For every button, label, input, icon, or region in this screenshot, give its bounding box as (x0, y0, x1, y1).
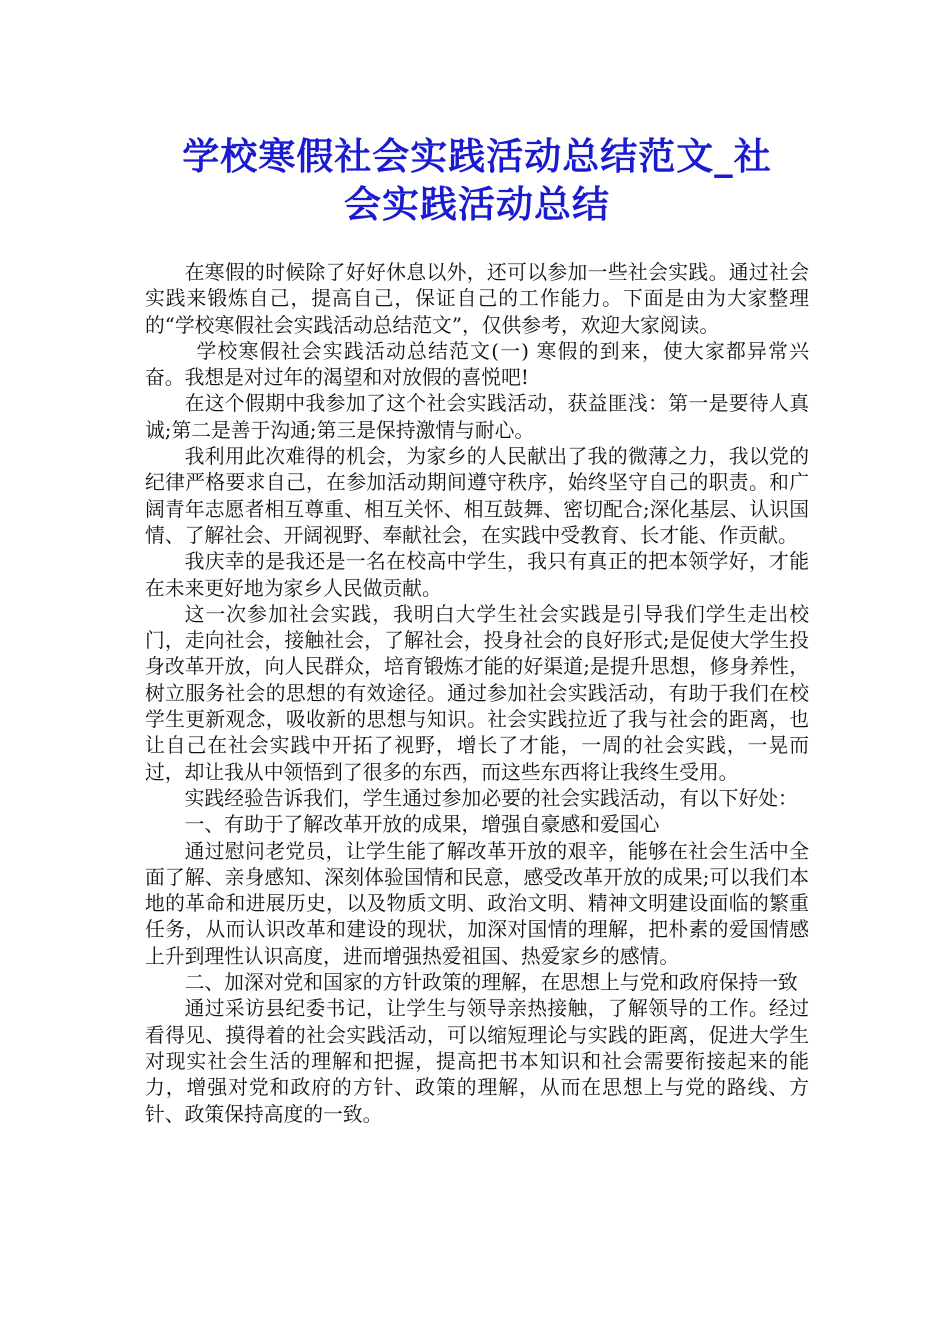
title-line-1: 学校寒假社会实践活动总结范文_社 (182, 134, 772, 178)
paragraph-understanding: 这一次参加社会实践，我明白大学生社会实践是引导我们学生走出校门，走向社会，接触社会，了解社会，投身社会的良好形式;是促使大学生投身改革开放，向人民群众，培育锻炼才能的好渠道;是提升思想，修身养性，树立服务社会的思想的有效途径。通过参加社会实践活动，有助于我们在校学生更新观念，吸收新的思想与知识。社会实践拉近了我与社会的距离，也让自己在社会实践中开拓了视野，增长了才能，一周的社会实践，一晃而过，却让我从中领悟到了很多的东西，而这些东西将让我终生受用。 (145, 602, 809, 784)
paragraph-student: 我庆幸的是我还是一名在校高中学生，我只有真正的把本领学好，才能在未来更好地为家乡人民做贡献。 (145, 550, 809, 600)
section-heading-two: 二、加深对党和国家的方针政策的理解，在思想上与党和政府保持一致 (184, 971, 798, 995)
title-line-2: 会实践活动总结 (344, 182, 610, 226)
document-body (145, 260, 809, 1128)
paragraph-section-one: 通过慰问老党员，让学生能了解改革开放的艰辛，能够在社会生活中全面了解、亲身感知、深刻体验国情和民意，感受改革开放的成果;可以我们本地的革命和进展历史，以及物质文明、政治文明、精神文明建设面临的繁重任务，从而认识改革和建设的现状，加深对国情的理解，把朴素的爱国情感上升到理性认识高度，进而增强热爱祖国、热爱家乡的感情。 (145, 839, 809, 968)
document-page (145, 0, 809, 1128)
paragraph-section-two: 通过采访县纪委书记，让学生与领导亲热接触，了解领导的工作。经过看得见、摸得着的社会实践活动，可以缩短理论与实践的距离，促进大学生对现实社会生活的理解和把握，提高把书本知识和社会需要衔接起来的能力，增强对党和政府的方针、政策的理解，从而在思想上与党的路线、方针、政策保持高度的一致。 (145, 997, 809, 1126)
paragraph-essay-one-start: 学校寒假社会实践活动总结范文(一) 寒假的到来，使大家都异常兴奋。我想是对过年的渴望和对放假的喜悦吧! (145, 339, 809, 390)
paragraph-benefits-intro: 实践经验告诉我们，学生通过参加必要的社会实践活动，有以下好处： (184, 786, 798, 810)
paragraph-contribution: 我利用此次难得的机会，为家乡的人民献出了我的微薄之力，我以党的纪律严格要求自己，在参加活动期间遵守秩序，始终坚守自己的职责。和广阔青年志愿者相互尊重、相互关怀、相互鼓舞、密切配合;深化基层、认识国情、了解社会、开阔视野、奉献社会，在实践中受教育、长才能、作贡献。 (145, 445, 809, 547)
section-heading-one: 一、有助于了解改革开放的成果，增强自豪感和爱国心 (184, 813, 660, 837)
document-title (145, 132, 809, 228)
paragraph-intro: 在寒假的时候除了好好休息以外，还可以参加一些社会实践。通过社会实践来锻炼自己，提高自己，保证自己的工作能力。下面是由为大家整理的“学校寒假社会实践活动总结范文”，仅供参考，欢迎大家阅读。 (145, 261, 809, 337)
paragraph-gains: 在这个假期中我参加了这个社会实践活动，获益匪浅：第一是要待人真诚;第二是善于沟通;第三是保持激情与耐心。 (145, 392, 809, 442)
